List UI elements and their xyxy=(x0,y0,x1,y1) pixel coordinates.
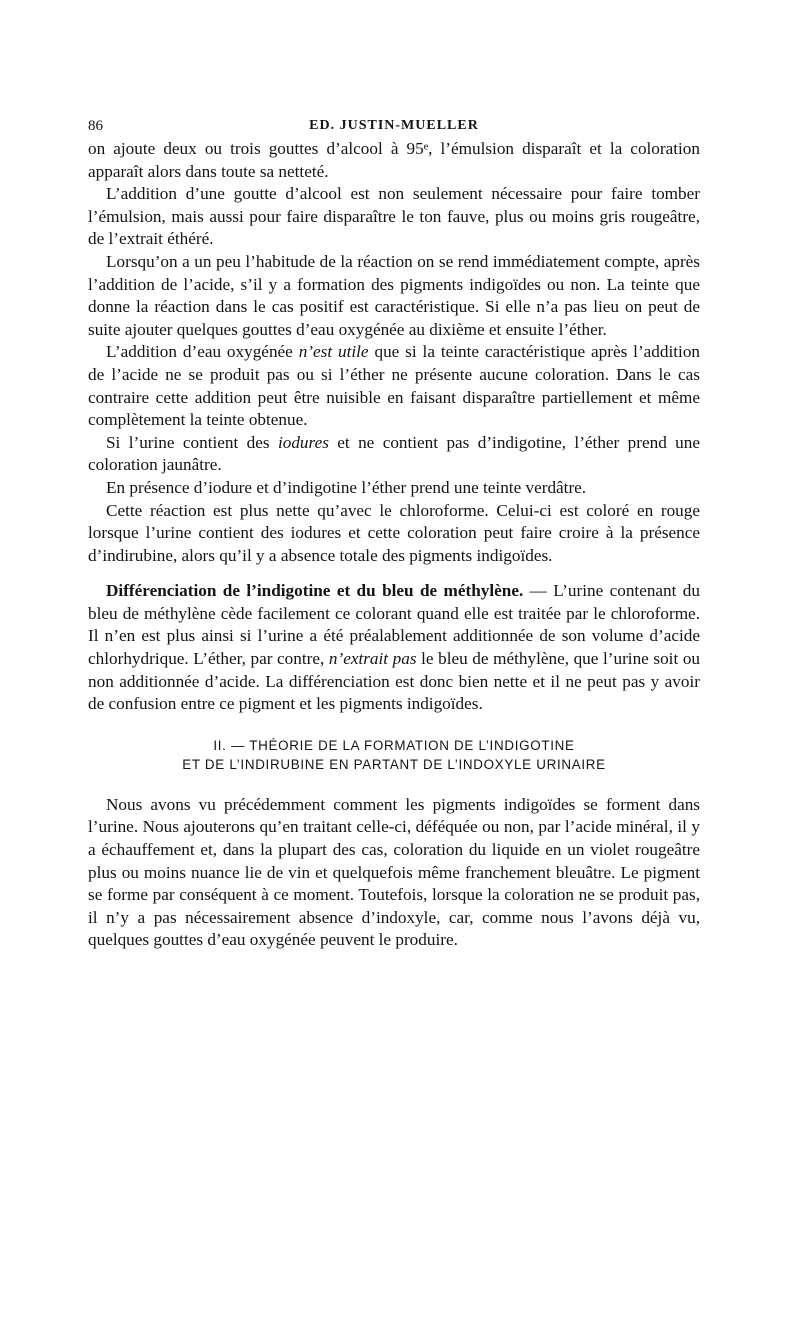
body-text xyxy=(88,138,700,952)
page-number: 86 xyxy=(88,118,103,134)
paragraph: Lorsqu’on a un peu l’habitude de la réaction on se rend immédiatement compte, après l’addition de l’acide, s’il y a formation des pigments indigoïdes ou non. La teinte que donne la réaction dans le cas positif est caractéristique. Si elle n’a pas lieu on peut de suite ajouter quelques gouttes d’eau oxygénée au dixième et ensuite l’éther. xyxy=(88,251,700,339)
paragraph: En présence d’iodure et d’indigotine l’éther prend une teinte verdâtre. xyxy=(106,477,587,497)
text-run: — L’urine contenant du bleu de méthylène cède facilement ce colorant quand elle est traitée par le chloroforme. Il n’en est plus ainsi si l’urine a été préalablement additionnée de son volume d’acide chlorhydrique. L’éther, par contre, xyxy=(88,581,700,669)
running-title: ED. JUSTIN-MUELLER xyxy=(309,118,479,133)
emphasis: n’extrait pas xyxy=(328,649,417,669)
text-run: le bleu de méthylène, que l’urine soit ou non additionnée d’acide. La différenciation est donc bien nette et il ne peut pas y avoir de confusion entre ce pigment et les pigments indigoïdes. xyxy=(88,649,701,714)
paragraph xyxy=(88,341,700,431)
section-title-line: II. — THÉORIE DE LA FORMATION DE L’INDIGOTINE xyxy=(213,737,575,753)
text-run: et ne contient pas d’indigotine, l’éther prend une coloration jaunâtre. xyxy=(88,432,700,475)
emphasis: n’est utile xyxy=(298,342,369,362)
book-page xyxy=(88,112,700,952)
paragraph: Cette réaction est plus nette qu’avec le chloroforme. Celui-ci est coloré en rouge lorsque l’urine contient des iodures et cette coloration peut faire croire à la présence d’indirubine, alors qu’il y a absence totale des pigments indigoïdes. xyxy=(88,500,700,565)
text-run: Si l’urine contient des xyxy=(106,432,270,452)
paragraph-continuation: on ajoute deux ou trois gouttes d’alcool à 95ᵉ, l’émulsion disparaît et la coloration apparaît alors dans toute sa netteté. xyxy=(88,139,700,181)
text-run: L’addition d’eau oxygénée xyxy=(106,342,293,362)
paragraph xyxy=(88,432,700,477)
emphasis: iodures xyxy=(277,432,329,452)
paragraph xyxy=(88,580,700,716)
paragraph: L’addition d’une goutte d’alcool est non seulement nécessaire pour faire tomber l’émulsion, mais aussi pour faire disparaître le ton fauve, plus ou moins gris rougeâtre, de l’extrait éthéré. xyxy=(88,184,700,249)
section-title xyxy=(88,736,700,774)
paragraph-heading: Différenciation de l’indigotine et du bleu de méthylène. xyxy=(106,581,524,601)
text-run: que si la teinte caractéristique après l’addition de l’acide ne se produit pas ou si l’éther ne présente aucune coloration. Dans le cas contraire cette addition peut être nuisible en faisant disparaître partiellement et même complètement la teinte obtenue. xyxy=(88,342,701,430)
running-head xyxy=(88,112,700,138)
section-title-line: ET DE L’INDIRUBINE EN PARTANT DE L’INDOXYLE URINAIRE xyxy=(182,756,606,772)
paragraph: Nous avons vu précédemment comment les pigments indigoïdes se forment dans l’urine. Nous ajouterons qu’en traitant celle-ci, déféquée ou non, par l’acide minéral, il y a échauffement et, dans la plupart des cas, coloration du liquide en un violet rougeâtre plus ou moins nuance lie de vin et quelquefois même franchement bleuâtre. Le pigment se forme par conséquent à ce moment. Toutefois, lorsque la coloration ne se produit pas, il n’y a pas nécessairement absence d’indoxyle, car, comme nous l’avons déjà vu, quelques gouttes d’eau oxygénée peuvent le produire. xyxy=(88,794,700,950)
